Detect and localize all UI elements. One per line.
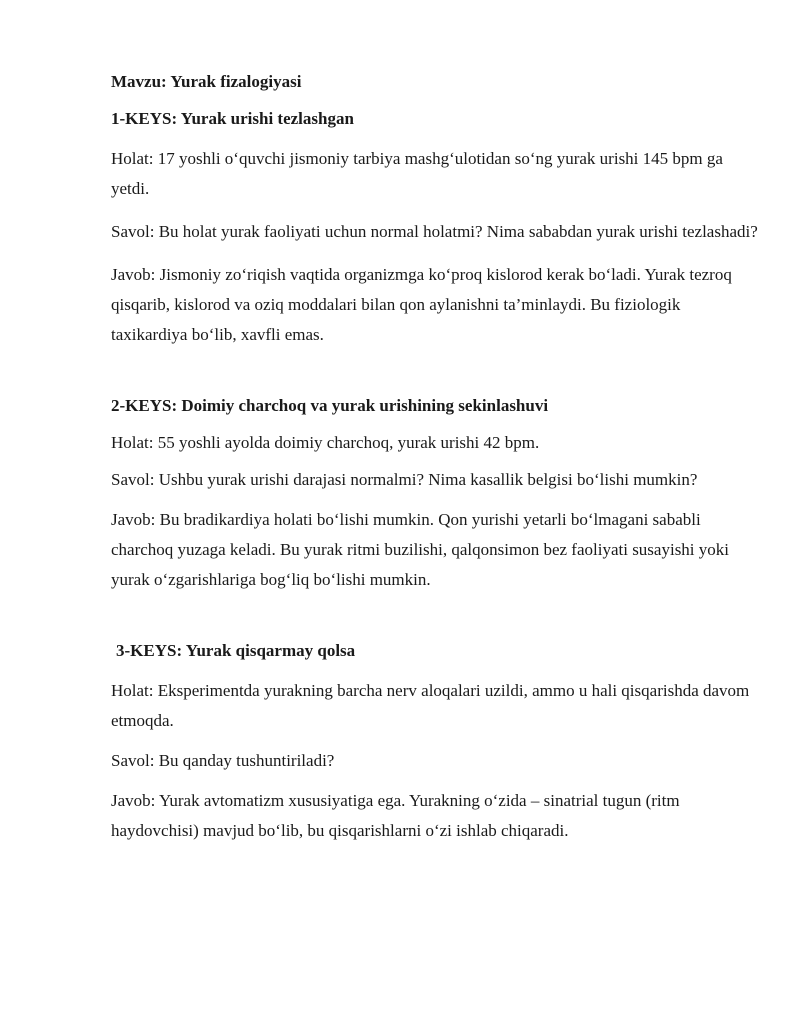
document-page <box>111 70 761 859</box>
case-3-javob: Javob: Yurak avtomatizm xususiyatiga ega. Yurakning o‘zida – sinatrial tugun (ritm haydovchisi) mavjud bo‘lib, bu qisqarishlarni o‘zi ishlab chiqaradi. <box>111 791 680 840</box>
case-2-savol: Savol: Ushbu yurak urishi darajasi normalmi? Nima kasallik belgisi bo‘lishi mumkin? <box>111 470 698 489</box>
case-1-holat: Holat: 17 yoshli o‘quvchi jismoniy tarbiya mashg‘ulotidan so‘ng yurak urishi 145 bpm ga yetdi. <box>111 149 723 198</box>
case-3-savol: Savol: Bu qanday tushuntiriladi? <box>111 751 335 770</box>
case-2-heading: 2-KEYS: Doimiy charchoq va yurak urishining sekinlashuvi <box>111 396 549 415</box>
case-2-holat: Holat: 55 yoshli ayolda doimiy charchoq, yurak urishi 42 bpm. <box>111 433 540 452</box>
case-2-javob: Javob: Bu bradikardiya holati bo‘lishi mumkin. Qon yurishi yetarli bo‘lmagani sababli charchoq yuzaga keladi. Bu yurak ritmi buzilishi, qalqonsimon bez faoliyati susayishi yoki yurak o‘zgarishlariga bog‘liq bo‘lishi mumkin. <box>111 510 730 589</box>
document-title: Mavzu: Yurak fizalogiyasi <box>111 72 302 91</box>
case-1-javob: Javob: Jismoniy zo‘riqish vaqtida organizmga ko‘proq kislorod kerak bo‘ladi. Yurak tezroq qisqarib, kislorod va oziq moddalari bilan qon aylanishni ta’minlaydi. Bu fiziologik taxikardiya bo‘lib, xavfli emas. <box>111 265 732 344</box>
section-spacer <box>111 608 761 639</box>
case-1-savol: Savol: Bu holat yurak faoliyati uchun normal holatmi? Nima sababdan yurak urishi tezlashadi? <box>111 222 758 241</box>
section-spacer <box>111 363 761 394</box>
case-3-heading: 3-KEYS: Yurak qisqarmay qolsa <box>116 641 356 660</box>
case-3-holat: Holat: Eksperimentda yurakning barcha nerv aloqalari uzildi, ammo u hali qisqarishda davom etmoqda. <box>111 681 750 730</box>
case-1-heading: 1-KEYS: Yurak urishi tezlashgan <box>111 109 354 128</box>
